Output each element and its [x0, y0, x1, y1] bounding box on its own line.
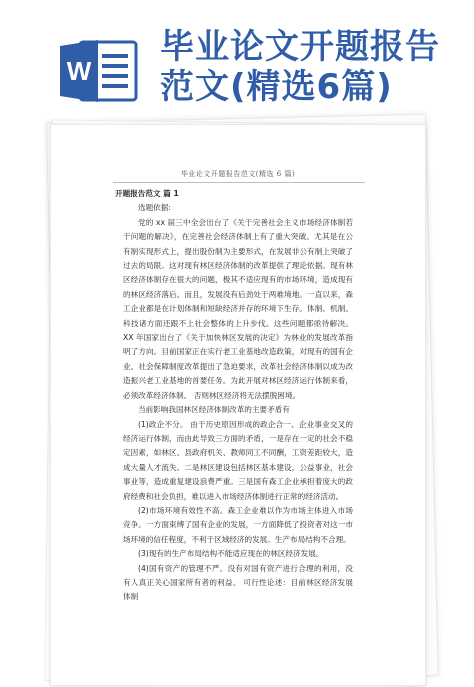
document-page	[50, 124, 426, 686]
paragraph: (1)政企不分。 由于历史原因形成的政企合一、企业事业交叉的经济运行体制，而由此导致三方面的矛盾，一是存在一定的社会不稳定因素，如林区、县政府机关、教师同工不同酬，工资差距较大，造成大量人才流失。二是林区建设包括林区基本建设，公益事业，社会事业等，造成重复建设浪费严重。三是国有森工企业承担着庞大的政府经费和社会负担，难以进入市场经济体制进行正常的经济活动。	[123, 419, 353, 501]
word-icon-letter: W	[66, 56, 92, 86]
paragraph: 党的 xx 届三中全会出台了《关于完善社会主义市场经济体制若干问题的解决》，在完善社会经济体制上有了重大突破。尤其是在公有制实现形式上，提出股份制为主要形式，在发展非公有制上突破了过去的局限。这对现有林区经济体制的改革提供了理论依据。现有林区经济体制存在很大的问题，极其不适应现有的市场环境，造成现有的林区经济落后。而且，发展没有后劲处于两难境地。一直以来，森工企业都是在计划体制和短缺经济并存的环境下生存。体制、机制、科技诸方面还跟不上社会整体的上升步伐。这些问题都亟待解决。 XX 年国家出台了《关于加快林区发展的决定》为林业的发展改革指明了方向。目前国家正在实行老工业基地改造政策，对现有的国有企业、社会保障制度改革提出了急迫要求，改革社会经济体制以成为改造振兴老工业基地的首要任务。为此开展对林区经济运行体制来看，必须改革经济体制。 否则林区经济将无法摆脱困境。	[123, 217, 353, 400]
header-divider	[113, 182, 365, 183]
paragraph: 当前影响我国林区经济体制改革的主要矛盾有	[138, 405, 290, 415]
document-body	[115, 187, 353, 605]
paragraph: (3)现有的生产布局结构不能适应现在的林区经济发展。	[138, 549, 324, 559]
banner	[0, 0, 474, 118]
paragraph: (4)国有资产的管理不严。没有对国有资产进行合理的利用，没有人真正关心国家所有者的利益。 可行性论述：目前林区经济发展体制	[123, 563, 353, 602]
word-document-icon	[58, 38, 140, 104]
page-title: 毕业论文开题报告范文(精选6篇)	[160, 27, 440, 107]
paragraph: (2)市场环境有效性不高。森工企业难以作为市场主体进入市场竞争。一方面束缚了国有企业的发展，一方面降低了投资者对这一市场环境的信任程度，不利于区域经济的发展。生产布局结构不合理。	[123, 505, 353, 544]
paragraph: 选题依据:	[138, 203, 171, 213]
section-title: 开题报告范文 篇 1	[115, 189, 179, 198]
document-header: 毕业论文开题报告范文(精选 6 篇)	[180, 170, 296, 178]
